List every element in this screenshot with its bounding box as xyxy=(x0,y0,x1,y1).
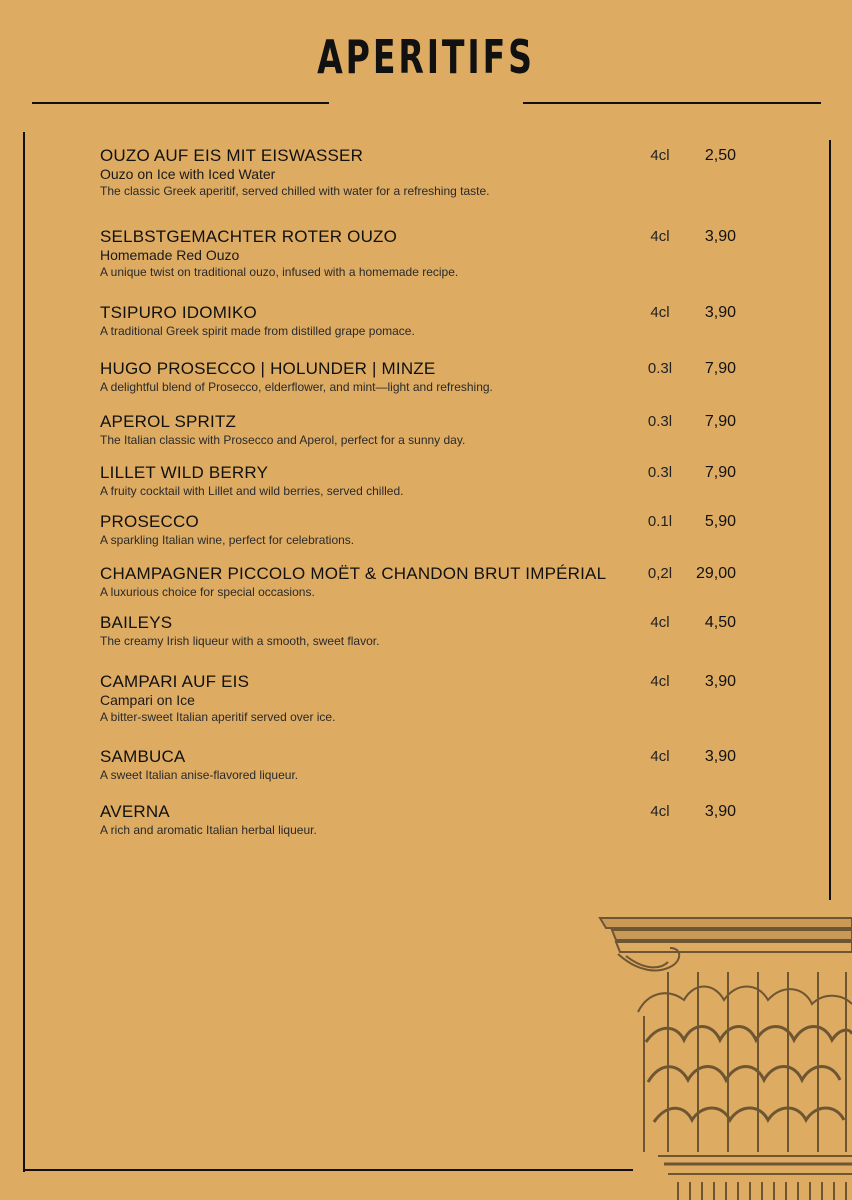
frame-left-line xyxy=(23,132,25,1172)
menu-item xyxy=(100,672,740,725)
item-price: 3,90 xyxy=(704,748,736,765)
item-price: 3,90 xyxy=(704,803,736,820)
item-volume: 0.3l xyxy=(647,413,673,430)
menu-item xyxy=(100,303,740,339)
item-volume: 4cl xyxy=(650,147,670,164)
page-title: APERITIFS xyxy=(317,30,535,84)
menu-item xyxy=(100,564,740,600)
item-description: The Italian classic with Prosecco and Aperol, perfect for a sunny day. xyxy=(100,433,466,447)
item-name: CHAMPAGNER PICCOLO MOËT & CHANDON BRUT IMPÉRIAL xyxy=(100,564,607,583)
item-name: HUGO PROSECCO | HOLUNDER | MINZE xyxy=(100,359,436,378)
menu-item xyxy=(100,146,740,199)
item-volume: 4cl xyxy=(650,228,670,245)
frame-right-line xyxy=(829,140,831,900)
item-price: 7,90 xyxy=(704,413,736,430)
item-volume: 4cl xyxy=(650,803,670,820)
menu-item xyxy=(100,512,740,548)
title-rule-left xyxy=(32,102,329,104)
item-name: SELBSTGEMACHTER ROTER OUZO xyxy=(100,227,398,246)
item-name: APEROL SPRITZ xyxy=(100,412,237,431)
item-volume: 4cl xyxy=(650,304,670,321)
item-name: SAMBUCA xyxy=(100,747,186,766)
item-price: 5,90 xyxy=(704,513,736,530)
item-subtitle: Campari on Ice xyxy=(100,692,195,708)
item-name: TSIPURO IDOMIKO xyxy=(100,303,257,322)
menu-item xyxy=(100,412,740,448)
menu-item xyxy=(100,463,740,499)
menu-item xyxy=(100,227,740,280)
item-description: A bitter-sweet Italian aperitif served over ice. xyxy=(100,710,336,724)
item-description: A luxurious choice for special occasions. xyxy=(100,585,315,599)
corinthian-column-capital-icon xyxy=(598,912,852,1200)
item-description: A traditional Greek spirit made from distilled grape pomace. xyxy=(100,324,415,338)
item-subtitle: Ouzo on Ice with Iced Water xyxy=(100,166,276,182)
item-price: 4,50 xyxy=(704,614,736,631)
item-description: A unique twist on traditional ouzo, infused with a homemade recipe. xyxy=(100,265,459,279)
item-description: A fruity cocktail with Lillet and wild berries, served chilled. xyxy=(100,484,404,498)
item-description: A sparkling Italian wine, perfect for celebrations. xyxy=(100,533,355,547)
item-name: AVERNA xyxy=(100,802,170,821)
item-price: 7,90 xyxy=(704,360,736,377)
item-name: BAILEYS xyxy=(100,613,173,632)
item-description: A rich and aromatic Italian herbal liqueur. xyxy=(100,823,317,837)
item-name: PROSECCO xyxy=(100,512,199,531)
item-volume: 0.3l xyxy=(647,464,673,481)
item-volume: 4cl xyxy=(650,673,670,690)
item-description: The creamy Irish liqueur with a smooth, sweet flavor. xyxy=(100,634,380,648)
item-price: 29,00 xyxy=(695,565,736,582)
item-description: A delightful blend of Prosecco, elderflower, and mint—light and refreshing. xyxy=(100,380,493,394)
item-volume: 0.1l xyxy=(647,513,673,530)
item-volume: 0,2l xyxy=(647,565,673,582)
item-price: 7,90 xyxy=(704,464,736,481)
item-name: OUZO AUF EIS MIT EISWASSER xyxy=(100,146,364,165)
item-price: 2,50 xyxy=(704,147,736,164)
item-volume: 0.3l xyxy=(647,360,673,377)
frame-bottom-line xyxy=(23,1169,633,1171)
item-volume: 4cl xyxy=(650,614,670,631)
item-subtitle: Homemade Red Ouzo xyxy=(100,247,240,263)
item-name: LILLET WILD BERRY xyxy=(100,463,269,482)
item-description: A sweet Italian anise-flavored liqueur. xyxy=(100,768,299,782)
item-name: CAMPARI AUF EIS xyxy=(100,672,250,691)
item-description: The classic Greek aperitif, served chilled with water for a refreshing taste. xyxy=(100,184,490,198)
item-price: 3,90 xyxy=(704,673,736,690)
menu-item xyxy=(100,747,740,783)
item-price: 3,90 xyxy=(704,228,736,245)
item-volume: 4cl xyxy=(650,748,670,765)
menu-item xyxy=(100,802,740,838)
title-rule-right xyxy=(523,102,821,104)
menu-item xyxy=(100,359,740,395)
item-price: 3,90 xyxy=(704,304,736,321)
menu-item xyxy=(100,613,740,649)
